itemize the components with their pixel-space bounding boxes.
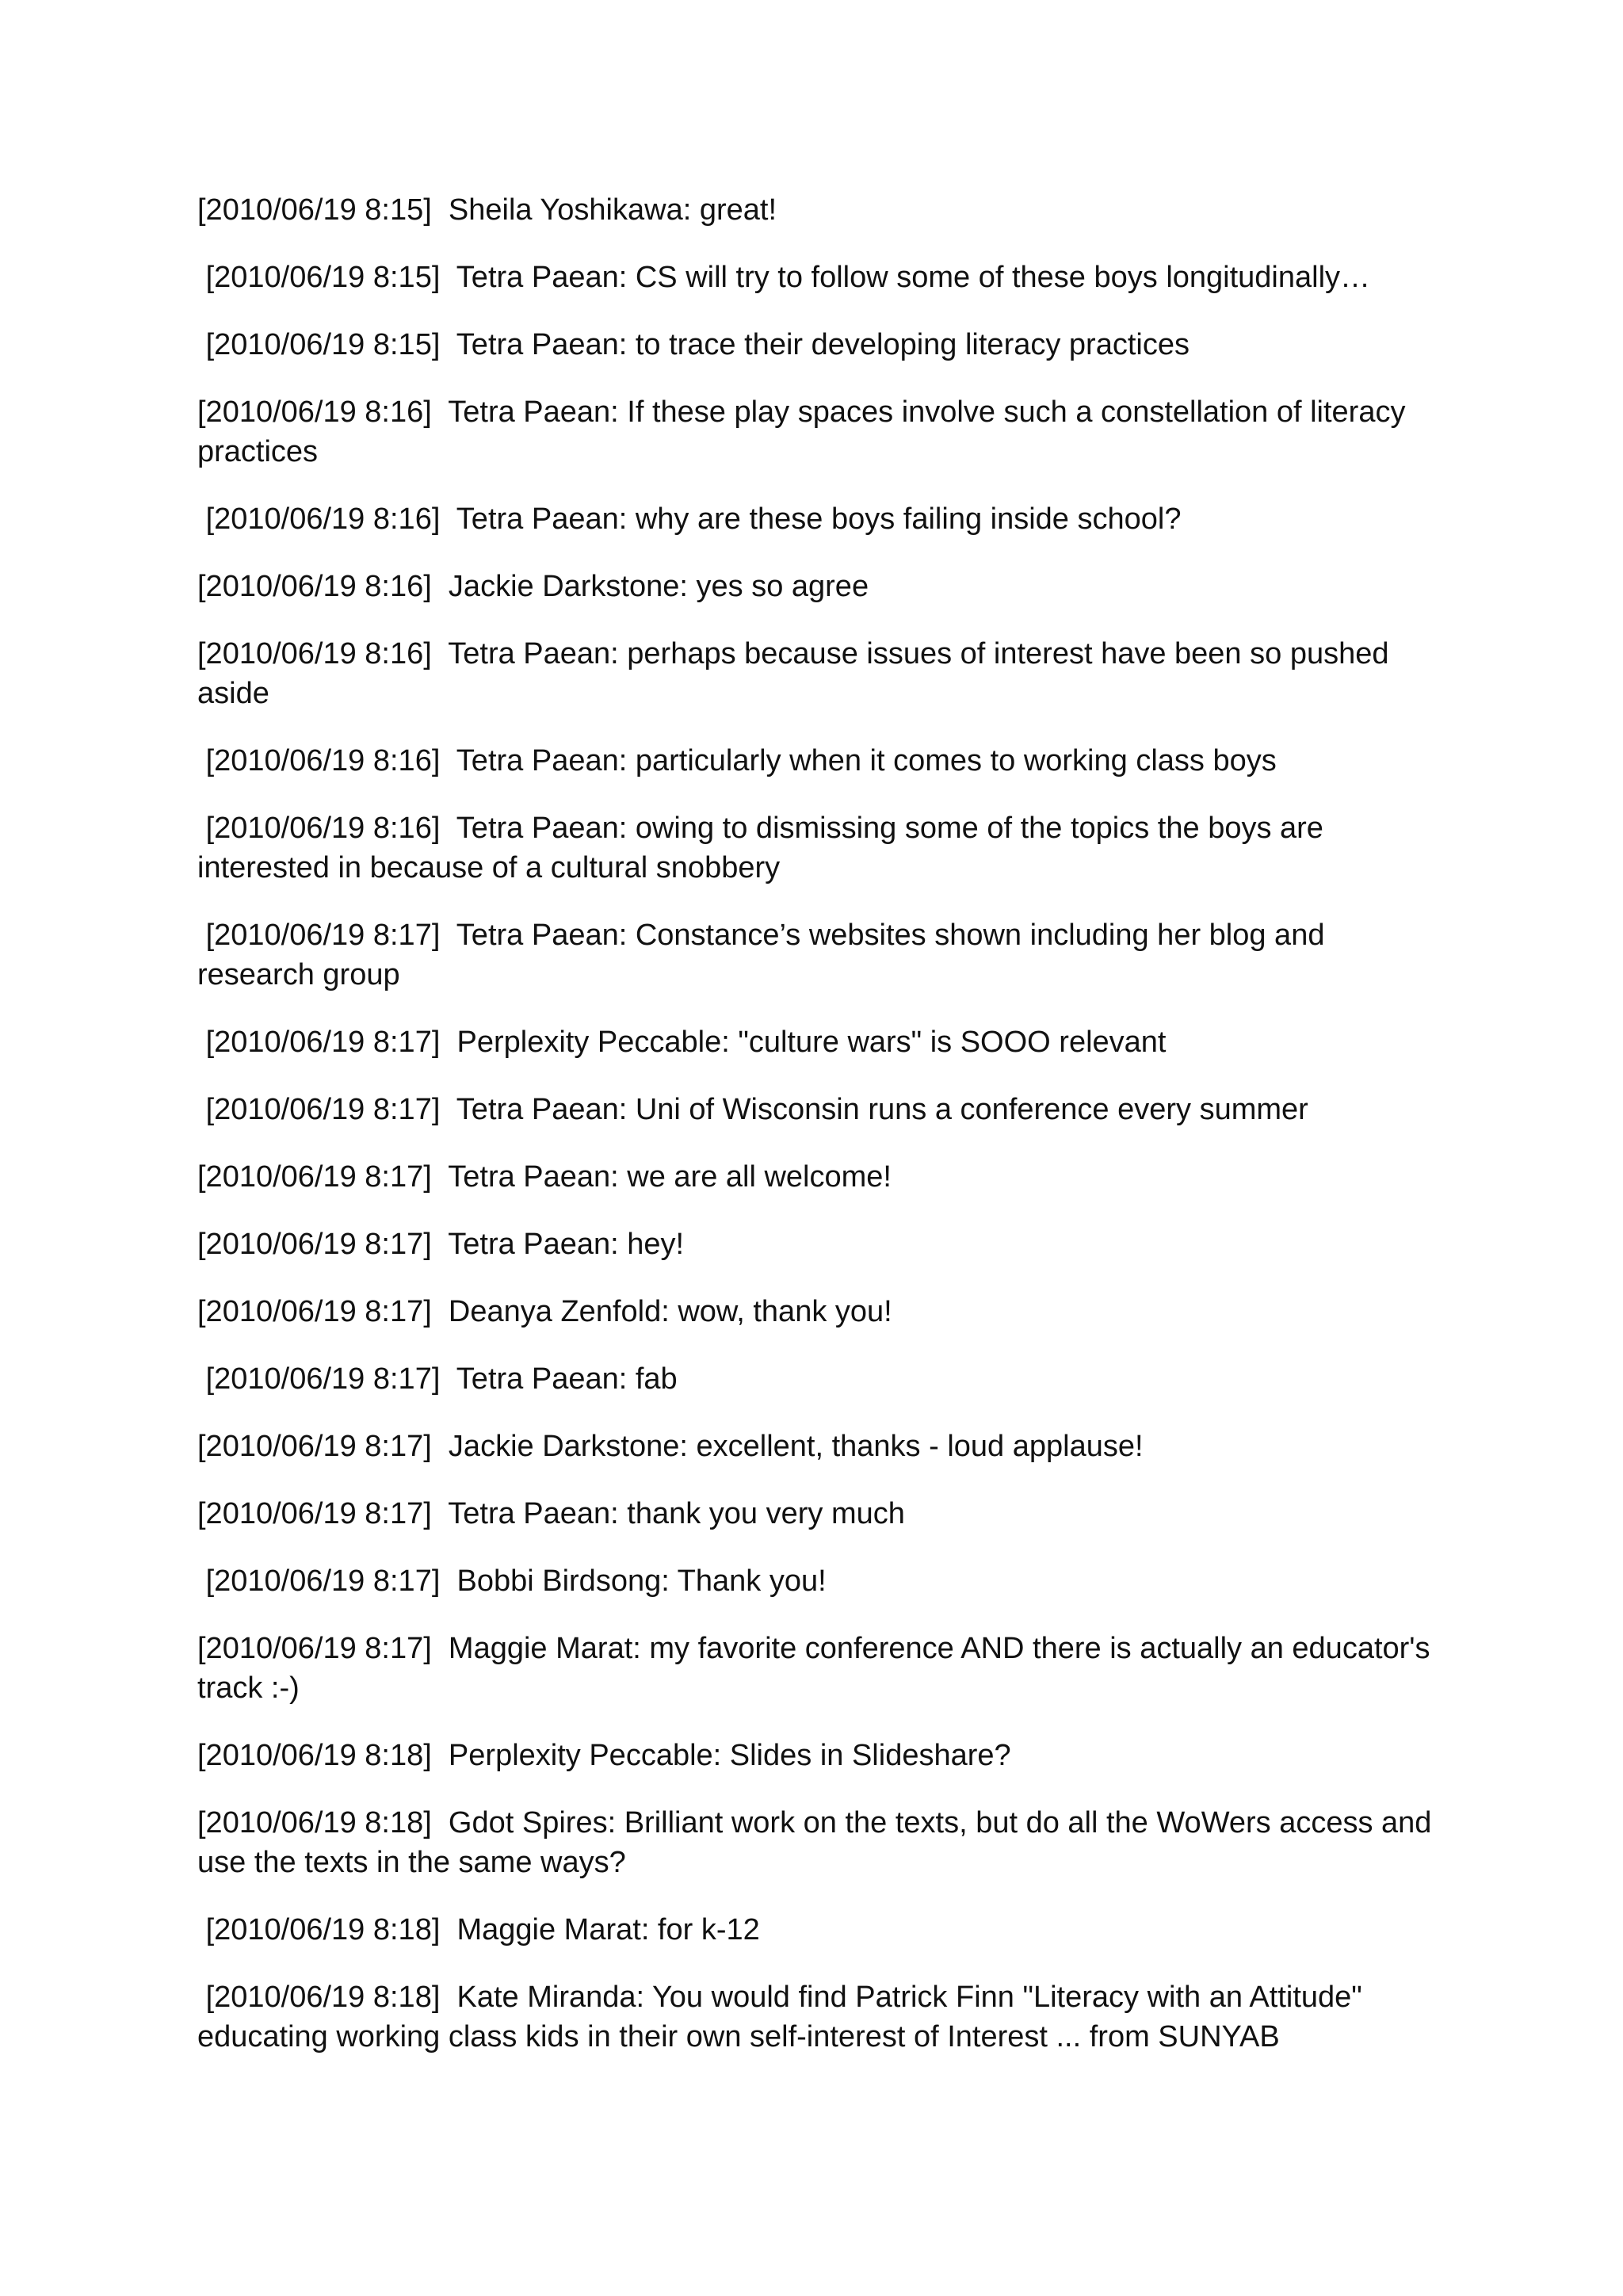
- chat-message: [2010/06/19 8:18] Maggie Marat: for k-12: [197, 1913, 760, 1946]
- chat-message: [2010/06/19 8:15] Tetra Paean: CS will try to follow some of these boys longitudinally…: [197, 261, 1371, 294]
- chat-message: [2010/06/19 8:17] Tetra Paean: Constance’s websites shown including her blog and research group: [197, 919, 1334, 991]
- chat-log: [197, 190, 1449, 2084]
- chat-message: [2010/06/19 8:16] Tetra Paean: owing to dismissing some of the topics the boys are interested in because of a cultural snobbery: [197, 812, 1332, 884]
- chat-message: [2010/06/19 8:18] Kate Miranda: You would find Patrick Finn "Literacy with an Attitude" educating working class kids in their own self-interest of Interest ... from SUNYAB: [197, 1981, 1371, 2053]
- chat-message: [2010/06/19 8:17] Perplexity Peccable: "culture wars" is SOOO relevant: [197, 1026, 1167, 1059]
- chat-message: [2010/06/19 8:17] Bobbi Birdsong: Thank you!: [197, 1564, 827, 1598]
- chat-message: [2010/06/19 8:16] Jackie Darkstone: yes so agree: [197, 570, 869, 603]
- chat-message: [2010/06/19 8:18] Gdot Spires: Brilliant work on the texts, but do all the WoWers access and use the texts in the same ways?: [197, 1806, 1441, 1879]
- chat-message: [2010/06/19 8:17] Deanya Zenfold: wow, thank you!: [197, 1295, 892, 1328]
- chat-message: [2010/06/19 8:18] Perplexity Peccable: Slides in Slideshare?: [197, 1739, 1011, 1772]
- chat-message: [2010/06/19 8:17] Tetra Paean: Uni of Wisconsin runs a conference every summer: [197, 1093, 1308, 1126]
- chat-message: [2010/06/19 8:16] Tetra Paean: particularly when it comes to working class boys: [197, 744, 1277, 777]
- chat-message: [2010/06/19 8:17] Jackie Darkstone: excellent, thanks - loud applause!: [197, 1430, 1144, 1463]
- chat-message: [2010/06/19 8:17] Tetra Paean: hey!: [197, 1228, 685, 1261]
- chat-message: [2010/06/19 8:17] Tetra Paean: we are all welcome!: [197, 1160, 892, 1194]
- chat-message: [2010/06/19 8:16] Tetra Paean: why are these boys failing inside school?: [197, 502, 1182, 536]
- chat-message: [2010/06/19 8:16] Tetra Paean: If these play spaces involve such a constellation of literacy practices: [197, 395, 1415, 468]
- chat-message: [2010/06/19 8:17] Tetra Paean: thank you very much: [197, 1497, 905, 1530]
- chat-message: [2010/06/19 8:15] Tetra Paean: to trace their developing literacy practices: [197, 328, 1190, 361]
- chat-message: [2010/06/19 8:17] Maggie Marat: my favorite conference AND there is actually an educator's track :-): [197, 1632, 1439, 1705]
- chat-message: [2010/06/19 8:15] Sheila Yoshikawa: great!: [197, 193, 777, 227]
- chat-message: [2010/06/19 8:16] Tetra Paean: perhaps because issues of interest have been so pushed aside: [197, 637, 1398, 710]
- chat-message: [2010/06/19 8:17] Tetra Paean: fab: [197, 1362, 678, 1396]
